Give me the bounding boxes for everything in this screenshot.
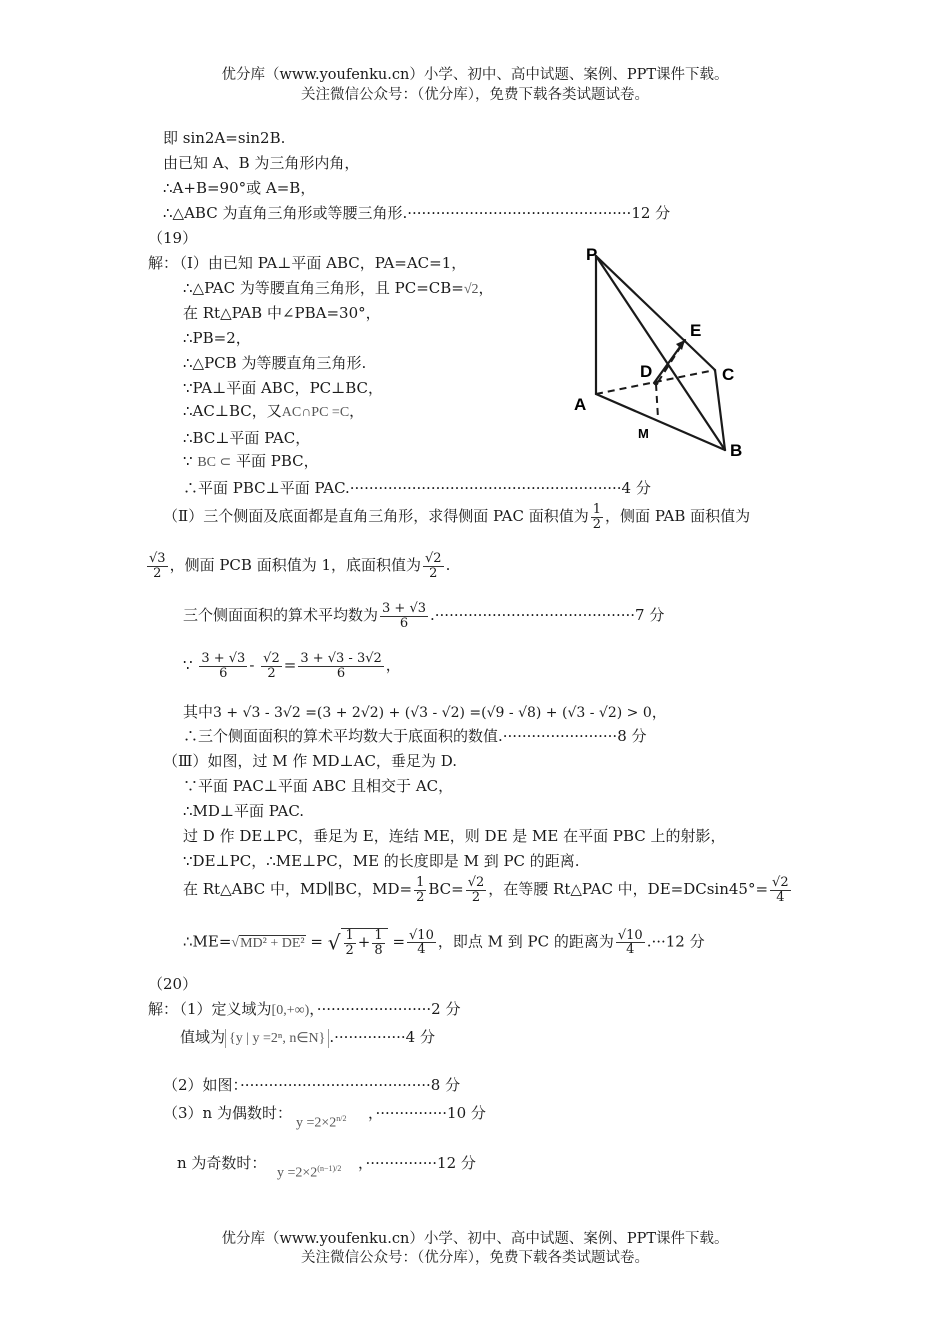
- q19-l9-end: 平面 PBC，: [236, 452, 319, 470]
- sqrt-sign: √: [327, 930, 341, 955]
- frac-den: 4: [626, 942, 635, 958]
- q19-part2-line3: [183, 602, 664, 630]
- q19-p2-l4-because: ∵: [183, 656, 193, 675]
- q20-line4-end: ，···············10 分: [368, 1104, 486, 1122]
- q19-p2-l5-text: 其中: [183, 703, 214, 721]
- q19-l9-because: ∵: [183, 452, 193, 470]
- fraction-2: [261, 652, 282, 680]
- frac-den: 6: [219, 665, 228, 681]
- q20-line5-label: n 为奇数时：: [177, 1154, 267, 1172]
- q20-line4-label: （3）n 为偶数时：: [163, 1104, 292, 1122]
- frac-num: √3: [149, 551, 166, 566]
- q20-l1-end: ，························2 分: [309, 1000, 461, 1018]
- frac-den: 2: [345, 942, 354, 958]
- q20-number: （20）: [148, 975, 198, 993]
- q19-p2-l5-formula: 3 + √3 - 3√2 =(3 + 2√2) + (√3 - √2) =(√9 - √8) + (√3 - √2) > 0: [213, 705, 652, 721]
- frac-num: 1: [374, 928, 383, 943]
- q20-even-base: y =2×2: [296, 1115, 337, 1131]
- frac-den: 6: [336, 665, 346, 681]
- frac-den: 2: [416, 889, 425, 905]
- q19-part1-line5: ∴△PCB 为等腰直角三角形.: [183, 354, 367, 372]
- page-footer-line1: 优分库（www.youfenku.cn）小学、初中、高中试题、案例、PPT课件下载。: [221, 1231, 729, 1247]
- frac-den: 8: [374, 942, 383, 958]
- label-M: M: [638, 426, 649, 441]
- q20-line5-end: ，···············12 分: [358, 1154, 476, 1172]
- q19-l7-formula: AC∩PC =C: [281, 405, 350, 420]
- page-footer-line2: 关注微信公众号：（优分库），免费下载各类试题试卷。: [301, 1250, 649, 1266]
- q19-number: （19）: [148, 229, 198, 247]
- q20-odd-exponent: (n−1)/2: [317, 1164, 342, 1173]
- q19-p2-l2-end: .: [445, 556, 451, 575]
- frac-num: √2: [772, 875, 789, 890]
- q19-p3-l7-end: .···12 分: [646, 932, 705, 951]
- q19-part1-line7: [183, 400, 364, 421]
- frac-den: 2: [471, 889, 481, 905]
- equals-sign: =: [310, 932, 323, 951]
- frac-num: 1: [345, 928, 354, 943]
- q19-p3-l6-bc: BC=: [428, 880, 464, 899]
- q19-part1-line8: ∴BC⊥平面 PAC，: [183, 429, 311, 447]
- fraction-md-value: [466, 876, 487, 904]
- q19-part1-line4: ∴PB=2，: [183, 329, 251, 347]
- q20-l2-end: .···············4 分: [329, 1028, 435, 1046]
- q19-p2-l3-end: .··········································7 分: [430, 606, 665, 625]
- q20-solution-label: 解：: [148, 1000, 179, 1018]
- sqrt-md-de: √MD² + DE²: [231, 935, 305, 951]
- frac-num: 1: [416, 875, 425, 890]
- label-E: E: [690, 321, 702, 340]
- q19-p3-l6-text2: ，在等腰 Rt△PAC 中，DE=DCsin45°=: [488, 880, 769, 899]
- q19-part3-line5: ∵DE⊥PC，∴ME⊥PC，ME 的长度即是 M 到 PC 的距离.: [183, 852, 580, 870]
- q20-l2-text: 值域为: [180, 1028, 226, 1046]
- q19-part1-line3: 在 Rt△PAB 中∠PBA=30°，: [183, 304, 381, 322]
- frac-den: 6: [399, 615, 409, 631]
- q18-line1: 即 sin2A=sin2B.: [163, 129, 286, 147]
- sqrt-fractions: [341, 928, 388, 957]
- fraction-3: [298, 652, 383, 680]
- frac-num: √2: [467, 875, 485, 890]
- frac-den: 2: [429, 565, 438, 581]
- equals-sign: =: [283, 656, 297, 675]
- q19-part1-line1: （Ⅰ）由已知 PA⊥平面 ABC，PA=AC=1，: [172, 254, 467, 272]
- q20-line1: [172, 998, 461, 1019]
- q20-range: {y | y =2ⁿ, n∈N}: [225, 1029, 329, 1048]
- q19-l9-formula: BC ⊂: [197, 455, 232, 470]
- q19-part3-line4: 过 D 作 DE⊥PC，垂足为 E，连结 ME，则 DE 是 ME 在平面 PBC 上的射影，: [183, 827, 726, 845]
- q19-l7-end: ，: [349, 402, 365, 420]
- q18-line2: 由已知 A、B 为三角形内角，: [163, 154, 360, 172]
- label-C: C: [722, 365, 735, 384]
- fraction-average: [380, 602, 428, 630]
- q19-part2-line2: [145, 552, 450, 580]
- q20-odd-formula: [277, 1164, 341, 1182]
- minus-sign: -: [249, 656, 255, 675]
- q19-l2-text: ∴△PAC 为等腰直角三角形，且 PC=CB=: [183, 279, 464, 297]
- frac-den: 2: [592, 516, 602, 532]
- q19-part3-line6: [183, 876, 793, 904]
- q19-l2-sqrt: √2: [463, 282, 479, 297]
- page-header-line2: 关注微信公众号：（优分库），免费下载各类试题试卷。: [301, 87, 649, 103]
- q19-part2-line4: [183, 652, 401, 680]
- q19-part1-line2: [183, 277, 494, 298]
- q19-part2-line6: ∴三个侧面面积的算术平均数大于底面积的数值.························8 分: [183, 727, 647, 745]
- frac-num: √2: [263, 651, 280, 666]
- label-A: A: [574, 395, 587, 414]
- sqrt-md-de-content: MD² + DE²: [240, 935, 305, 951]
- q19-p2-l2-text: ，侧面 PCB 面积值为 1，底面积值为: [169, 556, 422, 575]
- frac-num: 3 + √3: [382, 601, 426, 616]
- q19-p3-l7-text2: ，即点 M 到 PC 的距离为: [437, 932, 614, 951]
- q20-domain: [0,+∞): [271, 1003, 310, 1018]
- fraction-sqrt2-over-2: [423, 552, 444, 580]
- q20-even-exponent: n/2: [336, 1114, 347, 1123]
- fraction-de-value: [770, 876, 791, 904]
- q19-part2-line1: [163, 503, 750, 531]
- q20-odd-base: y =2×2: [277, 1165, 318, 1181]
- fraction-half-md: [414, 876, 426, 904]
- q19-p2-l5-end: ，: [651, 703, 667, 721]
- pyramid-figure: [570, 240, 760, 462]
- frac-num: 3 + √3: [201, 651, 246, 666]
- q19-p3-l7-text: ∴ME=: [183, 932, 232, 951]
- q19-p2-l4-end: ，: [385, 656, 401, 675]
- frac-den: 2: [153, 565, 162, 581]
- plus-sign: +: [357, 933, 371, 952]
- fraction-half: [591, 503, 603, 531]
- q20-line2: [180, 1026, 435, 1047]
- q19-l2-end: ，: [478, 279, 494, 297]
- frac-den: 4: [417, 942, 426, 958]
- q19-part1-line6: ∵PA⊥平面 ABC，PC⊥BC，: [183, 379, 384, 397]
- label-P: P: [586, 245, 598, 264]
- q19-p3-l6-text: 在 Rt△ABC 中，MD∥BC，MD=: [183, 880, 413, 899]
- q19-part3-line3: ∴MD⊥平面 PAC.: [183, 802, 305, 820]
- point-D: [654, 381, 659, 386]
- q19-solution-label: 解：: [148, 254, 179, 272]
- equals-sign: =: [392, 932, 406, 951]
- q19-l7-text: ∴AC⊥BC，又: [183, 402, 282, 420]
- q19-part1-line10: ∴平面 PBC⊥平面 PAC.·························································4 分: [183, 479, 651, 497]
- q20-line3: （2）如图：········································8 分: [163, 1076, 461, 1094]
- q19-part3-line1: （Ⅲ）如图，过 M 作 MD⊥AC，垂足为 D.: [163, 752, 457, 770]
- frac-den: 2: [267, 665, 276, 681]
- frac-den: 4: [776, 889, 785, 905]
- q19-p2-l1-text: （Ⅱ）三个侧面及底面都是直角三角形，求得侧面 PAC 面积值为: [163, 507, 589, 526]
- frac-num: 3 + √3 - 3√2: [300, 651, 382, 666]
- arrow-E: [676, 340, 685, 350]
- segment-MD-hidden: [656, 384, 658, 418]
- q20-l1-text: （1）定义域为: [172, 1000, 272, 1018]
- q18-line4: ∴△ABC 为直角三角形或等腰三角形.···············································12 分: [163, 204, 671, 222]
- q20-even-formula: [296, 1114, 347, 1132]
- q19-p2-l1-text2: ，侧面 PAB 面积值为: [605, 507, 751, 526]
- q19-part2-line5: [183, 701, 667, 722]
- fraction-1-8: [372, 929, 384, 957]
- label-D: D: [640, 362, 653, 381]
- q19-part1-line9: [183, 450, 319, 471]
- frac-num: 1: [592, 502, 602, 517]
- frac-num: √2: [425, 551, 442, 566]
- fraction-distance: [616, 929, 645, 957]
- fraction-sqrt3-over-2: [147, 552, 168, 580]
- q18-line3: ∴A+B=90°或 A=B，: [163, 179, 316, 197]
- label-B: B: [730, 441, 743, 460]
- fraction-1: [199, 652, 247, 680]
- frac-num: √10: [409, 927, 434, 943]
- q19-part3-line7: [183, 928, 705, 957]
- frac-num: √10: [617, 927, 643, 943]
- q19-part3-line2: ∵平面 PAC⊥平面 ABC 且相交于 AC，: [183, 777, 454, 795]
- fraction-1-2: [344, 929, 356, 957]
- edge-PC: [596, 256, 715, 370]
- fraction-sqrt10-4: [407, 929, 436, 957]
- page-header-line1: 优分库（www.youfenku.cn）小学、初中、高中试题、案例、PPT课件下载。: [221, 67, 729, 83]
- q19-p2-l3-text: 三个侧面面积的算术平均数为: [183, 606, 379, 625]
